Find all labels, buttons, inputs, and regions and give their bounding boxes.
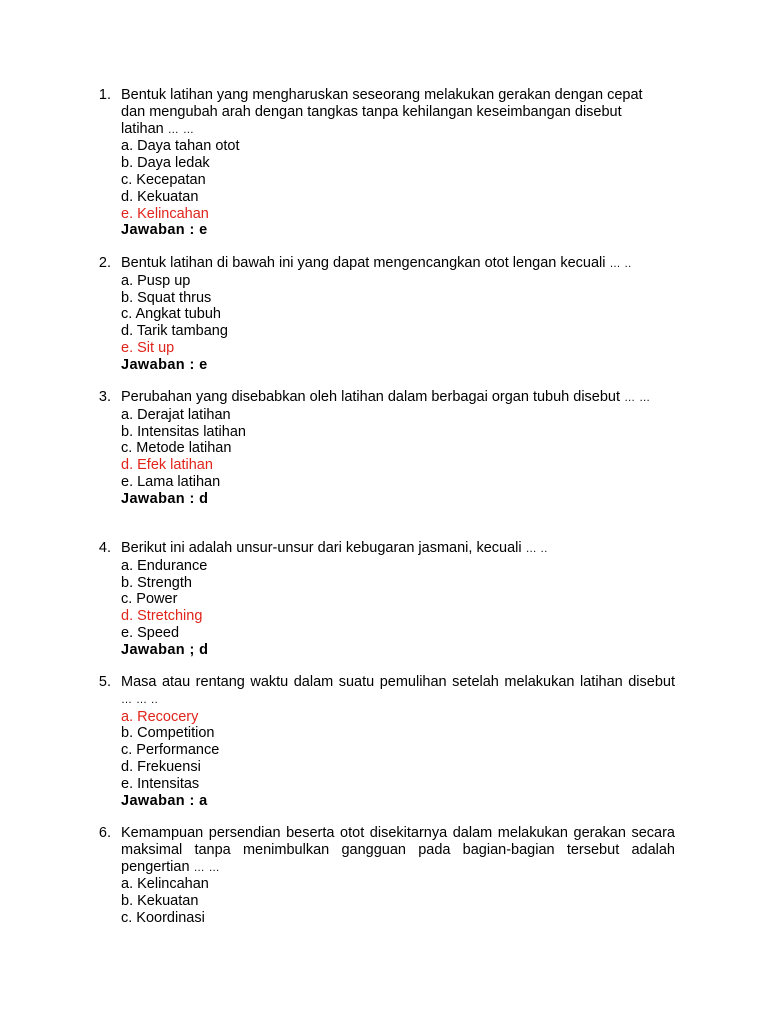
question-text-body: Berikut ini adalah unsur-unsur dari kebugaran jasmani, kecuali <box>121 540 522 556</box>
answer-key: Jawaban : d <box>121 490 209 507</box>
option-c: c. Angkat tubuh <box>121 306 221 323</box>
question-text <box>121 87 651 138</box>
question-5 <box>0 674 768 809</box>
question-6 <box>0 825 768 927</box>
option-d-correct: d. Efek latihan <box>121 457 213 474</box>
question-text <box>121 389 675 407</box>
option-e-correct: e. Kelincahan <box>121 205 209 222</box>
option-c: c. Koordinasi <box>121 909 205 926</box>
question-text <box>121 540 675 558</box>
option-a-correct: a. Recocery <box>121 708 199 725</box>
option-a: a. Pusp up <box>121 272 191 289</box>
answer-key: Jawaban : e <box>121 356 208 373</box>
option-a: a. Daya tahan otot <box>121 138 240 155</box>
question-text-body: Kemampuan persendian beserta otot disekitarnya dalam melakukan gerakan secara maksimal tanpa menimbulkan gangguan pada bagian-bagian tersebut adalah pengertian <box>121 825 675 875</box>
question-number: 4. <box>98 540 111 556</box>
option-e: e. Lama latihan <box>121 473 221 490</box>
question-text-body: Bentuk latihan di bawah ini yang dapat mengencangkan otot lengan kecuali <box>121 255 606 271</box>
question-1 <box>0 87 768 239</box>
question-text <box>121 825 675 876</box>
answer-key: Jawaban : a <box>121 792 208 809</box>
question-dots: … … <box>193 861 221 874</box>
option-list <box>0 876 768 926</box>
question-dots: … .. <box>609 258 632 270</box>
question-number: 6. <box>98 825 111 841</box>
question-text-body: Masa atau rentang waktu dalam suatu pemulihan setelah melakukan latihan disebut <box>121 674 675 690</box>
question-dots: … … <box>167 123 195 136</box>
question-number: 5. <box>98 674 111 690</box>
option-c: c. Performance <box>121 742 220 759</box>
question-dots: … … .. <box>121 693 159 706</box>
option-c: c. Metode latihan <box>121 440 232 457</box>
option-e: e. Intensitas <box>121 775 200 792</box>
option-list <box>0 138 768 222</box>
option-c: c. Kecepatan <box>121 171 206 188</box>
option-b: b. Strength <box>121 574 192 591</box>
option-list <box>0 709 768 793</box>
option-b: b. Squat thrus <box>121 289 212 306</box>
question-number: 2. <box>98 255 111 271</box>
answer-key: Jawaban ; d <box>121 641 209 658</box>
option-list <box>0 273 768 357</box>
question-dots: … … <box>624 392 651 404</box>
question-3 <box>0 389 768 508</box>
option-b: b. Competition <box>121 725 215 742</box>
option-a: a. Kelincahan <box>121 876 209 893</box>
question-dots: … .. <box>525 543 548 555</box>
option-a: a. Endurance <box>121 557 208 574</box>
option-d: d. Frekuensi <box>121 758 201 775</box>
option-e: e. Speed <box>121 624 180 641</box>
option-a: a. Derajat latihan <box>121 406 231 423</box>
question-text <box>121 674 675 709</box>
option-b: b. Daya ledak <box>121 155 210 172</box>
question-2 <box>0 255 768 374</box>
option-b: b. Intensitas latihan <box>121 423 246 440</box>
question-number: 3. <box>98 389 111 405</box>
option-list <box>0 558 768 642</box>
option-c: c. Power <box>121 591 178 608</box>
question-4 <box>0 540 768 659</box>
option-list <box>0 407 768 491</box>
question-text-body: Bentuk latihan yang mengharuskan seseorang melakukan gerakan dengan cepat dan mengubah arah dengan tangkas tanpa kehilangan keseimbangan disebut latihan <box>121 87 643 137</box>
option-e-correct: e. Sit up <box>121 339 175 356</box>
question-number: 1. <box>98 87 111 103</box>
answer-key: Jawaban : e <box>121 222 208 239</box>
option-d: d. Kekuatan <box>121 188 199 205</box>
question-text-body: Perubahan yang disebabkan oleh latihan dalam berbagai organ tubuh disebut <box>121 389 621 405</box>
option-b: b. Kekuatan <box>121 893 199 910</box>
option-d: d. Tarik tambang <box>121 323 228 340</box>
option-d-correct: d. Stretching <box>121 608 203 625</box>
question-text <box>121 255 675 273</box>
